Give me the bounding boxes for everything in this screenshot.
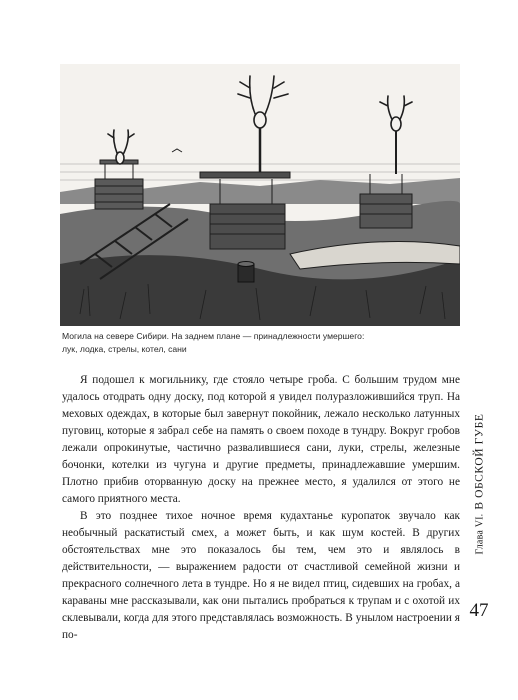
chapter-label: Глава VI. — [474, 513, 486, 555]
paragraph: В это позднее тихое ночное время кудахтанье куропаток звучало как необычный раскатистый смех, а может быть, и как шум костей. В других обстоятельствах мне это показалось бы тем, чем это и являлось в действительности, — выражением радости от счастливой семейной жизни и прекрасного солнечного лета в тундре. Но я не видел птиц, сидевших на гробах, а караваны мне рассказывали, как они пытались пробраться к трупам и с охотой их склевывали, когда для этого представлялась возможность. В унылом настроении я по- — [62, 510, 460, 641]
grave-illustration — [60, 64, 460, 326]
paragraph: Я подошел к могильнику, где стояло четыре гроба. С большим трудом мне удалось отодрать одну доску, под которой я увидел полуразложившийся труп. На меховых одеждах, в которые был завернут покойник, лежало несколько латунных пуговиц, которые я забрал себе на память о своем походе в тундру. Вокруг гробов лежали опрокинутые, частично развалившиеся сани, луки, стрелы, железные бочонки, котелки из чугуна и другие предметы, принадлежавшие умершим. Плотно прибив оторванную доску на прежнее место, я удалился от этого не самого приятного места. — [62, 374, 460, 505]
engraving-image — [60, 64, 460, 326]
caption-description: На заднем плане — принадлежности умершего: — [171, 331, 365, 341]
caption-items: лук, лодка, стрелы, котел, сани — [62, 344, 187, 354]
figure-caption — [62, 330, 462, 356]
running-head-text — [473, 414, 485, 555]
chapter-title: В ОБСКОЙ ГУБЕ — [473, 413, 486, 510]
page-number: 47 — [469, 600, 489, 621]
caption-title: Могила на севере Сибири. — [62, 331, 170, 341]
running-head — [464, 370, 494, 598]
main-text — [62, 372, 460, 644]
